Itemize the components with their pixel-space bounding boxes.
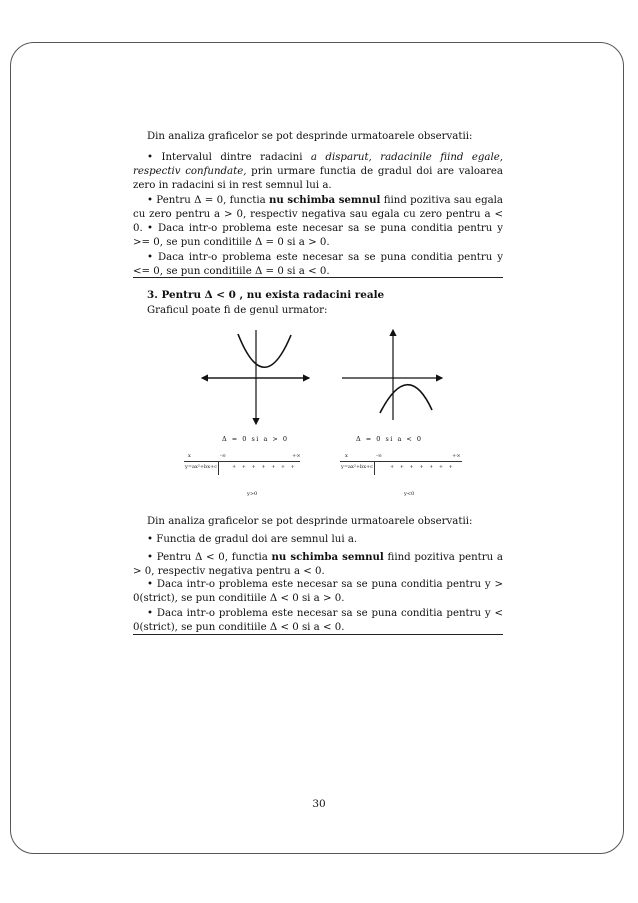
result-right: y<0 <box>404 491 415 497</box>
parabola-downward <box>380 385 432 413</box>
bullet-condition-le: • Daca intr-o problema este necesar sa se puna conditia pentru y <= 0, se pun conditiile Δ = 0 si a < 0. <box>133 252 503 278</box>
bullet-sign-of-a: • Functia de gradul doi are semnul lui a. <box>147 534 358 545</box>
divider-top <box>133 277 503 278</box>
graphs-svg <box>0 320 638 440</box>
tbl-left-signs: + + + + + + + <box>232 464 297 470</box>
tbl-right-signs: + + + + + + + <box>390 464 455 470</box>
result-left: y>0 <box>247 491 258 497</box>
bullet-condition-lt: • Daca intr-o problema este necesar sa se puna conditia pentru y < 0(strict), se pun conditiile Δ < 0 si a < 0. <box>133 608 503 634</box>
parabola-upward <box>238 334 291 367</box>
tbl-right-x: x <box>345 453 348 459</box>
tbl-right-func: y=ax²+bx+c <box>341 464 374 470</box>
page-number: 30 <box>312 798 326 810</box>
divider-bottom <box>133 634 503 635</box>
section-title: 3. Pentru Δ < 0 , nu exista radacini reale <box>147 289 385 301</box>
section-subtitle: Graficul poate fi de genul urmator: <box>147 305 328 316</box>
observations-intro-top: Din analiza graficelor se pot desprinde urmatoarele observatii: <box>147 131 473 142</box>
bullet-condition-gt: • Daca intr-o problema este necesar sa se puna conditia pentru y > 0(strict), se pun conditiile Δ < 0 si a > 0. <box>133 579 503 605</box>
tbl-right-pos-inf: +∞ <box>452 453 461 459</box>
caption-left: Δ = 0 si a > 0 <box>222 435 289 443</box>
bullet-delta-negative: • Pentru Δ < 0, functia nu schimba semnul fiind pozitiva pentru a > 0, respectiv negativa pentru a < 0. <box>133 551 504 578</box>
tbl-left-func: y=ax²+bx+c <box>185 464 218 470</box>
bullet-condition-ge: • Daca intr-o problema este necesar sa se puna conditia pentru y >= 0, se pun conditiile Δ = 0 si a > 0. <box>133 223 503 249</box>
caption-right: Δ = 0 si a < 0 <box>356 435 423 443</box>
tbl-right-neg-inf: -∞ <box>376 453 382 459</box>
tbl-left-neg-inf: -∞ <box>220 453 226 459</box>
graph-right <box>342 330 442 420</box>
tbl-left-x: x <box>188 453 191 459</box>
bullet-delta-zero: • Pentru Δ = 0, functia nu schimba semnul fiind pozitiva sau egala cu zero pentru a > 0, respectiv negativa sau egala cu zero pentru a < 0. <box>133 194 503 235</box>
graph-left <box>202 330 309 424</box>
bullet-interval: • Intervalul dintre radacini a disparut, radacinile fiind egale, respectiv confundate, prin urmare functia de gradul doi are valoarea zero in radacini si in rest semnul lui a. <box>133 152 504 192</box>
observations-intro-bottom: Din analiza graficelor se pot desprinde urmatoarele observatii: <box>147 516 473 527</box>
tbl-left-pos-inf: +∞ <box>292 453 301 459</box>
